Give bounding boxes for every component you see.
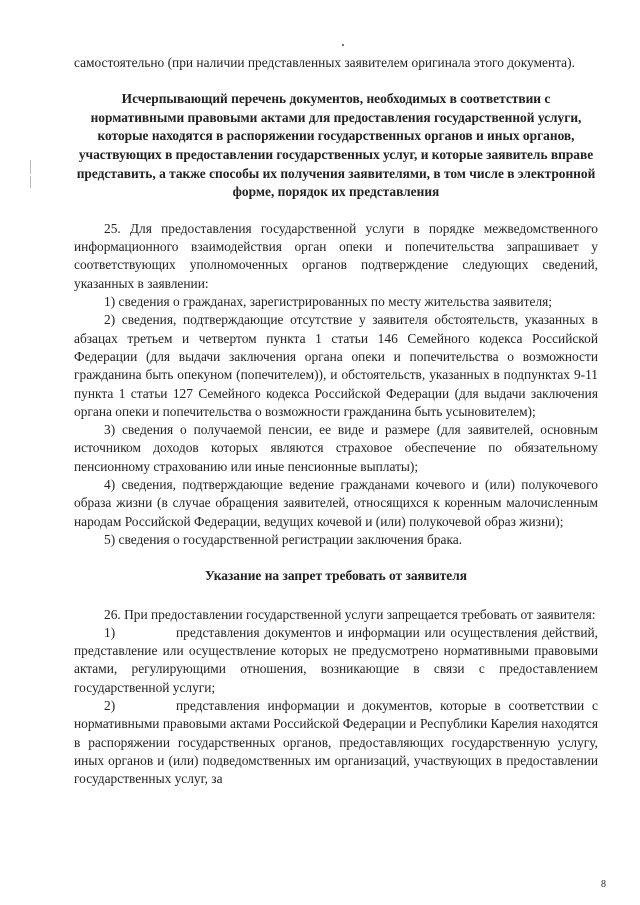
margin-mark bbox=[30, 160, 31, 174]
section-heading-prohibition: Указание на запрет требовать от заявителя bbox=[204, 568, 467, 584]
item-number: 2) bbox=[104, 697, 116, 713]
document-body bbox=[74, 54, 598, 788]
item-number: 1) bbox=[104, 624, 116, 640]
paragraph-26-item bbox=[74, 624, 598, 697]
intro-paragraph: самостоятельно (при наличии представленных заявителем оригинала этого документа). bbox=[74, 55, 575, 70]
paragraph-25-item: 1) сведения о гражданах, зарегистрированных по месту жительства заявителя; bbox=[104, 294, 553, 310]
item-text: представления информации и документов, которые в соответствии с нормативными правовыми актами Российской Федерации и Республики Карелия находятся в распоряжении государственных органов, предоставляющих государственную услугу, иных органов и (или) подведомственных им организаций, участвующих в предоставлении государственных услуг, за bbox=[74, 697, 598, 787]
paragraph-25-item: 3) сведения о получаемой пенсии, ее виде и размере (для заявителей, основным источником доходов которых являются страховое обеспечение по обязательному пенсионному страхованию или иные пенсионные выплаты); bbox=[74, 422, 598, 474]
scan-speck bbox=[342, 44, 344, 46]
paragraph-25-item: 2) сведения, подтверждающие отсутствие у заявителя обстоятельств, указанных в абзацах третьем и четвертом пункта 1 статьи 146 Семейного кодекса Российской Федерации (для выдачи заключения органа опеки и попечительства о возможности гражданина быть опекуном (попечителем)), и обстоятельств, указанных в подпунктах 9-11 пункта 1 статьи 127 Семейного кодекса Российской Федерации (для выдачи заключения органа опеки и попечительства о возможности гражданина быть усыновителем); bbox=[74, 312, 598, 419]
margin-mark bbox=[30, 176, 31, 188]
section-heading-documents: Исчерпывающий перечень документов, необходимых в соответствии с нормативными правовыми актами для предоставления государственной услуги, которые находятся в распоряжении государственных органов и иных органов, участвующих в предоставлении государственных услуг, и которые заявитель вправе представить, а также способы их получения заявителями, в том числе в электронной форме, порядок их представления bbox=[76, 91, 596, 200]
paragraph-25-item: 4) сведения, подтверждающие ведение гражданами кочевого и (или) полукочевого образа жизни (в случае обращения заявителей, относящихся к коренным малочисленным народам Российской Федерации, ведущих кочевой и (или) полукочевой образ жизни); bbox=[74, 477, 598, 529]
paragraph-26-item bbox=[74, 697, 598, 788]
paragraph-25: 25. Для предоставления государственной услуги в порядке межведомственного информационного взаимодействия орган опеки и попечительства запрашивает у соответствующих уполномоченных органов подтверждение следующих сведений, указанных в заявлении: bbox=[74, 220, 598, 291]
paragraph-26: 26. При предоставлении государственной услуги запрещается требовать от заявителя: bbox=[104, 606, 596, 622]
page-number: 8 bbox=[601, 879, 606, 890]
paragraph-25-item: 5) сведения о государственной регистрации заключения брака. bbox=[104, 531, 463, 547]
item-text: представления документов и информации или осуществления действий, представление или осуществление которых не предусмотрено нормативными правовыми актами, регулирующими отношения, возникающие в связи с предоставлением государственной услуги; bbox=[74, 624, 598, 695]
